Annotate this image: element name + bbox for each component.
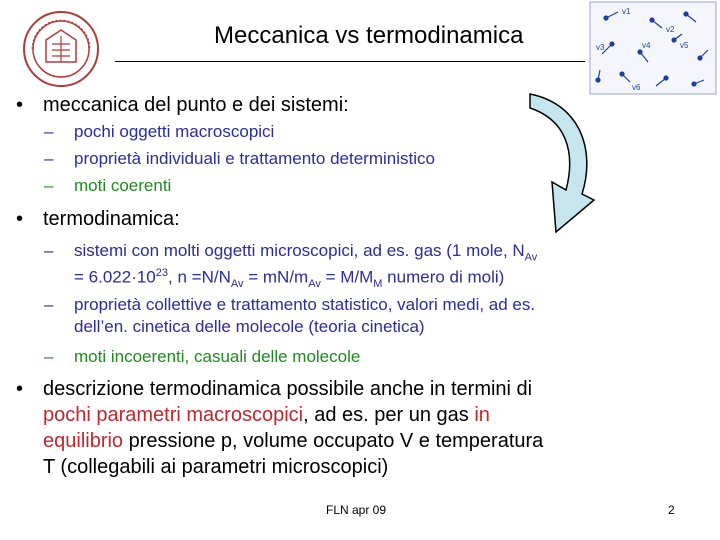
bullet-dot: • (16, 378, 24, 400)
sub-bullet-text: pochi oggetti macroscopici (74, 122, 275, 141)
bullet-dot: • (16, 208, 24, 230)
subscript-av: Av (308, 278, 321, 291)
bullet-description-line-1: descrizione termodinamica possibile anche in termini di (43, 378, 533, 400)
bullet-dot: • (16, 94, 24, 116)
bullet-mechanics (16, 93, 349, 117)
subscript-av: Av (524, 251, 538, 264)
text-part: sistemi con molti oggetti microscopici, ad es. gas (1 mole, N (74, 241, 525, 260)
page-number: 2 (668, 503, 675, 517)
bullet-description-line-4: T (collegabili ai parametri microscopici) (43, 456, 389, 478)
sub-bullet-text-line-1: proprietà collettive e trattamento statistico, valori medi, ad es. (74, 295, 536, 314)
highlight-in: in (474, 404, 490, 426)
gas-molecules-illustration (582, 0, 720, 98)
sub-bullet-text: moti coerenti (74, 176, 172, 195)
text-part: numero di moli) (382, 267, 505, 287)
highlight-few-parameters: pochi parametri macroscopici (43, 404, 304, 426)
text-part: = M/M (320, 267, 374, 287)
footer-text: FLN apr 09 (326, 503, 387, 517)
bullet-description (16, 377, 544, 478)
gas-label-2: v2 (666, 25, 675, 34)
sub-bullet-text: proprietà individuali e trattamento deterministico (74, 149, 435, 168)
university-seal-logo (22, 10, 100, 88)
curved-arrow-icon (510, 90, 600, 240)
bullet-description-line-3 (43, 429, 543, 453)
sub-bullet-text: moti incoerenti, casuali delle molecole (74, 347, 361, 366)
sub-bullet-text-line-2: dell’en. cinetica delle molecole (teoria cinetica) (74, 317, 425, 336)
text-part: N/m (277, 267, 309, 287)
text-part: , n =N/N (168, 267, 231, 287)
text-part: , ad es. per un gas (303, 404, 475, 426)
slide-title: Meccanica vs termodinamica (214, 22, 524, 49)
gas-label-4: v4 (642, 41, 651, 50)
text-part: = 6.022·10 (74, 267, 156, 287)
highlight-equilibrium: equilibrio (43, 430, 124, 452)
gas-label-6: v6 (632, 83, 641, 92)
bullet-description-line-2 (43, 403, 490, 427)
title-underline (115, 61, 585, 62)
bullet-mechanics-text: meccanica del punto e dei sistemi: (43, 94, 349, 116)
superscript-23: 23 (155, 267, 169, 279)
subscript-m: M (373, 278, 383, 291)
gas-label-3: v3 (596, 43, 605, 52)
subscript-av: Av (230, 278, 244, 291)
text-part: pressione p, volume occupato V e temperatura (123, 430, 544, 452)
text-part: = m (243, 267, 278, 287)
gas-label-1: v1 (622, 7, 631, 16)
bullet-thermodynamics (16, 207, 180, 231)
bullet-thermodynamics-text: termodinamica: (43, 208, 180, 230)
gas-label-5: v5 (680, 41, 689, 50)
